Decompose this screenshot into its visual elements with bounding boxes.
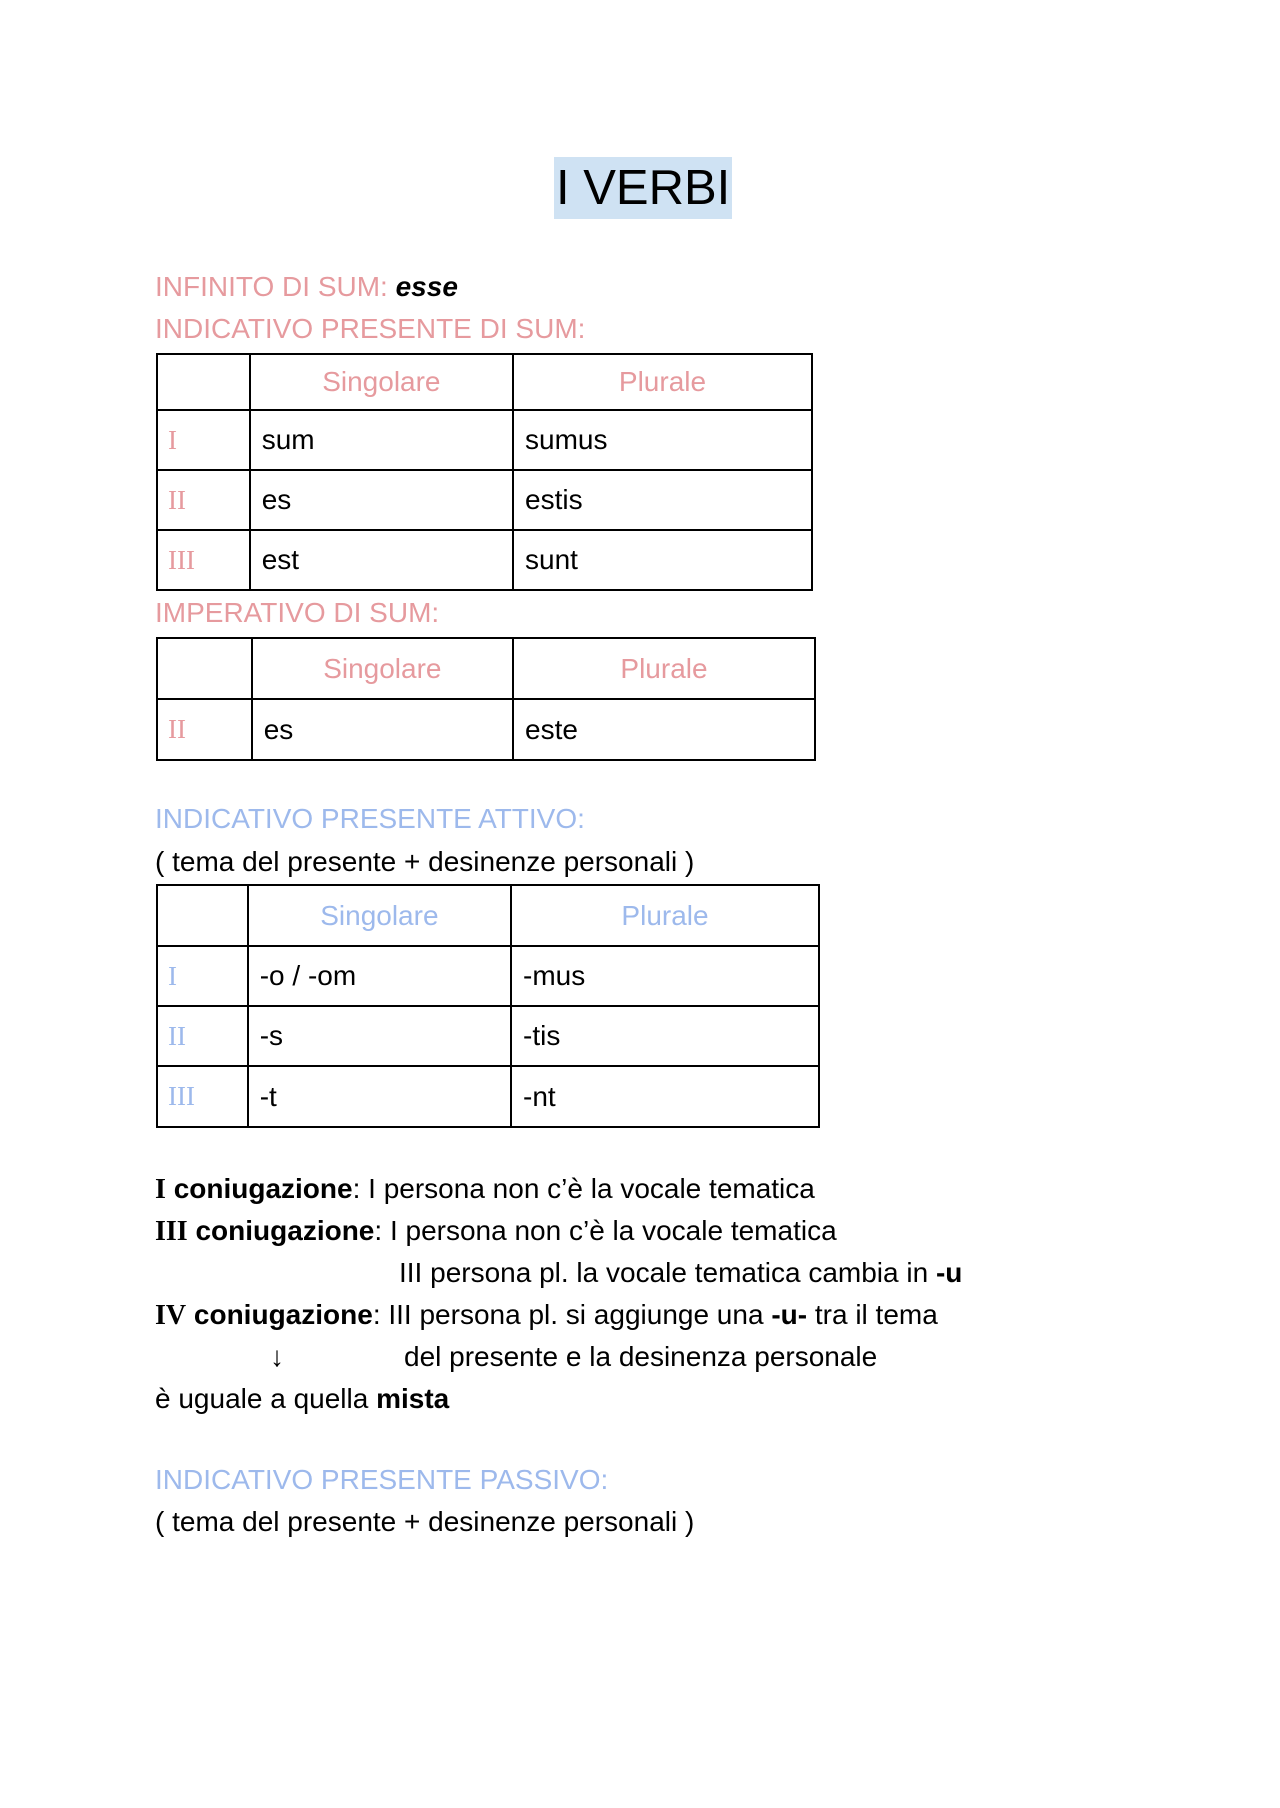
singular-cell: es [250,470,513,530]
table-header-cell: Plurale [513,638,815,699]
table-header-row [157,354,812,410]
note-text: : III persona pl. si aggiunge una [372,1299,772,1330]
person-cell: II [157,1006,248,1066]
note-text: : I persona non c’è la vocale tematica [352,1173,815,1204]
infinitive-label: INFINITO DI SUM: [155,271,388,302]
note-third-conjugation [155,1214,837,1249]
table-header-cell: Plurale [511,885,819,946]
plural-cell: -nt [511,1066,819,1127]
active-subtitle: ( tema del presente + desinenze personali ) [155,846,695,877]
indicative-sum-heading: INDICATIVO PRESENTE DI SUM: [155,313,586,344]
plural-cell: este [513,699,815,760]
active-table [156,884,820,1128]
note-text: è uguale a quella [155,1383,377,1414]
person-cell: I [157,410,250,470]
table-header-cell: Singolare [252,638,513,699]
note-fourth-conjugation [155,1298,938,1333]
person-cell: III [157,1066,248,1127]
infinitive-value: esse [395,271,458,302]
singular-cell: es [252,699,513,760]
table-row [157,1066,819,1127]
table-row [157,1006,819,1066]
table-header-cell [157,354,250,410]
table-row [157,410,812,470]
table-header-cell: Plurale [513,354,812,410]
person-cell: II [157,699,252,760]
plural-cell: estis [513,470,812,530]
table-header-cell [157,638,252,699]
note-bold: -u [935,1257,963,1288]
person-cell: II [157,470,250,530]
plural-cell: sumus [513,410,812,470]
singular-cell: -s [248,1006,511,1066]
infinitive-line [155,270,458,304]
imperative-sum-heading: IMPERATIVO DI SUM: [155,597,440,628]
note-mixed [155,1382,449,1416]
person-cell: III [157,530,250,590]
imperative-sum-table [156,637,816,761]
note-roman: I [155,1174,166,1205]
singular-cell: -t [248,1066,511,1127]
table-header-cell: Singolare [248,885,511,946]
singular-cell: est [250,530,513,590]
plural-cell: -mus [511,946,819,1006]
note-roman: III [155,1216,188,1247]
page-title: I VERBI [554,157,732,219]
table-header-cell [157,885,248,946]
note-text: III persona pl. la vocale tematica cambia in [399,1257,936,1288]
singular-cell: -o / -om [248,946,511,1006]
table-row [157,699,815,760]
note-bold: -u- [771,1299,808,1330]
note-roman: IV [155,1300,187,1331]
note-text: : I persona non c’è la vocale tematica [374,1215,837,1246]
table-header-cell: Singolare [250,354,513,410]
note-third-line2 [399,1256,962,1290]
note-fourth-line2: del presente e la desinenza personale [404,1341,878,1372]
table-header-row [157,638,815,699]
passive-heading: INDICATIVO PRESENTE PASSIVO: [155,1464,609,1495]
note-first-conjugation [155,1172,815,1207]
table-row [157,470,812,530]
plural-cell: -tis [511,1006,819,1066]
note-label: coniugazione [173,1173,353,1204]
table-row [157,946,819,1006]
note-label: coniugazione [193,1299,373,1330]
table-row [157,530,812,590]
plural-cell: sunt [513,530,812,590]
note-bold: mista [376,1383,450,1414]
down-arrow-icon: ↓ [270,1341,284,1372]
note-label: coniugazione [195,1215,375,1246]
table-header-row [157,885,819,946]
singular-cell: sum [250,410,513,470]
active-heading: INDICATIVO PRESENTE ATTIVO: [155,803,585,834]
passive-subtitle: ( tema del presente + desinenze personali ) [155,1506,695,1537]
note-text: tra il tema [807,1299,938,1330]
person-cell: I [157,946,248,1006]
indicative-sum-table [156,353,813,591]
